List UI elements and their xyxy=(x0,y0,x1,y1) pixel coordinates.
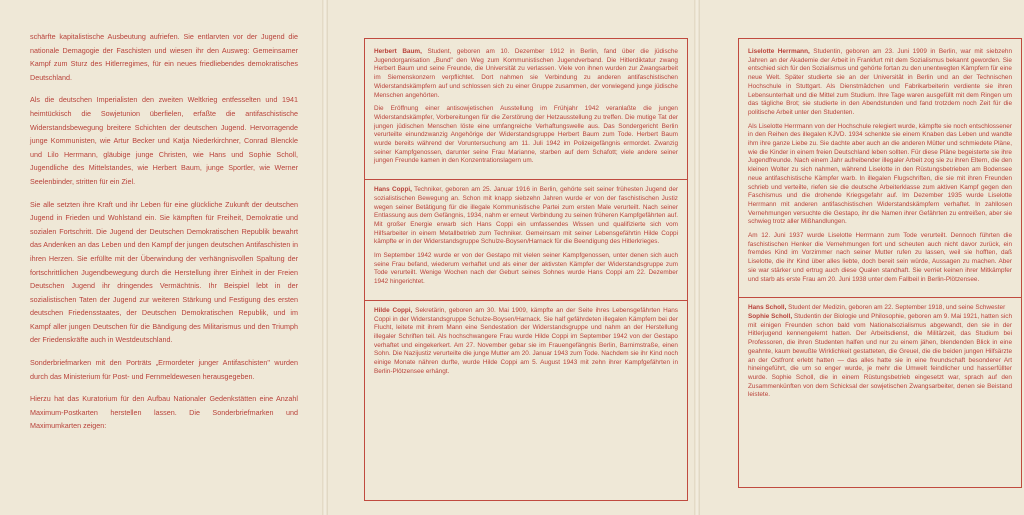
bio-hans-coppi-text: Im September 1942 wurde er von der Gestapo mit vielen seiner Kampfgenossen, unter denen sich auch seine Frau befand, wiederum verhaftet und als einer der aktivsten Kämpfer der Widerstandsgruppe zum Tode verurteilt. Wenige Wochen nach der Geburt seines Sohnes wurde Hans Coppi am 22. Dezember 1942 hingerichtet. xyxy=(374,252,678,286)
bio-name: Hans Scholl, xyxy=(748,304,787,312)
bio-sophie-scholl: Sophie Scholl, Studentin der Biologie und Philosophie, geboren am 9. Mai 1921, hatten sich mit einigen Freunden schon bald vom Nationalsozialismus abgewandt, den sie in der Hitlerjugend kennengelernt hatten. Der Arbeitsdienst, die Militärzeit, das Studium bei Professoren, die ihren Studenten halfen und nur zu einem jähen, blendenden Blick in eine geahnte, kaum bewußte Wirklichkeit gestatteten, die Greuel, die die beiden jungen Hilfsärzte an der Ostfront erlebt hatten — das alles hatte sie in eine freundschaft besonderer Art hineingeführt, die um so enger wurde, je mehr die Umwelt feindlicher und hasserfüllter wurde. Sophie Scholl, die in einem Rüstungsbetrieb eingesetzt war, sprach auf den Zusammenkünften von dem Schicksal der sowjetischen Zwangsarbeiter, denen sie Beistand leistete. xyxy=(748,312,1012,399)
divider xyxy=(365,179,687,180)
bio-name: Hans Coppi, xyxy=(374,186,412,194)
intro-paragraph: Hierzu hat das Kuratorium für den Aufbau Nationaler Gedenkstätten eine Anzahl Maximum-Postkarten herstellen lassen. Die Sonderbriefmarken und Maximumkarten zeigen: xyxy=(30,394,298,431)
divider xyxy=(365,300,687,301)
intro-paragraph: schärfte kapitalistische Ausbeutung aufriefen. Sie entlarvten vor der Jugend die nationale Demagogie der Faschisten und wiesen ihr den Ausweg: Gemeinsamer Kampf zum Sturz des Hitlerregimes, für ein neues friedliebendes demokratisches Deutschland. xyxy=(30,32,298,82)
panel-right xyxy=(700,0,1024,515)
intro-paragraph: Sie alle setzten ihre Kraft und ihr Leben für eine glückliche Zukunft der deutschen Jugend in Frieden und Wohlstand ein. Sie kämpften für Freiheit, Demokratie und sozialen Fortschritt. Die Jugend der Deutschen Demokratischen Republik bewahrt das Andenken an das Leben und den Kampf der jungen deutschen Antifaschisten in ihren Herzen. Sie erfüllte mit der Überwindung der verhängnisvollen Spaltung der fortschrittlichen Jugendbewegung durch die Herstellung ihrer Einheit in der Freien Deutschen Jugend ihr dringendes Vermächtnis. Ihr Beispiel lebt in der sozialistischen Taten der Jugend zur weiteren Stärkung und Festigung des ersten deutschen Friedensstaates, der Deutschen Demokratischen Republik, und im Kampf aller jungen Deutschen für die Bändigung des Militarismus und den Triumph der Friedenskräfte auch in Westdeutschland. xyxy=(30,199,298,345)
panel-left xyxy=(0,0,322,515)
bio-hans-coppi-intro: Hans Coppi, Techniker, geboren am 25. Januar 1916 in Berlin, gehörte seit seiner frühesten Jugend der sozialistischen Bewegung an. Schon mit knapp siebzehn Jahren wurde er von der faschistischen Justiz wegen seiner Betätigung für die illegale Kommunistische Partei zum ersten Male verurteilt. Nach seiner Entlassung aus dem Gefängnis, 1934, nahm er erneut Verbindung zu seinen früheren Kampfgefährten auf. Mit großer Energie erwarb sich Hans Coppi ein umfassendes Wissen und qualifizierte sich vom Hilfsarbeiter in einem Metallbetrieb zum Techniker. Gemeinsam mit seiner Lebensgefährtin Hilde Coppi kämpfte er in der Widerstandsgruppe Schulze-Boysen/Harnack für die Beendigung des Hitlerkrieges. xyxy=(374,186,679,246)
biography-frame xyxy=(738,38,1022,488)
bio-name: Liselotte Herrmann, xyxy=(748,48,810,55)
bio-name: Herbert Baum, xyxy=(374,48,422,55)
biography-frame xyxy=(364,38,688,501)
bio-herrmann-end: Am 12. Juni 1937 wurde Liselotte Herrmann zum Tode verurteilt. Dennoch führten die faschistischen Henker die Vernehmungen fort und scheuten auch nicht davor zurück, ein fremdes Kind im Vorzimmer nach seiner Mutter rufen zu lassen, weil sie hofften, daß Liselotte, die ihr Kind über alles liebte, doch bereit sein würde, Aussagen zu machen. Aber sie war stärker und ertrug auch diese Qualen standhaft. Sie verriet keinen ihrer Mitkämpfer und starb als erste Frau am 20. Juni 1938 unter dem Fallbeil in Berlin-Plötzensee. xyxy=(748,232,1012,283)
bio-name: Sophie Scholl, xyxy=(748,312,793,320)
intro-paragraph: Als die deutschen Imperialisten den zweiten Weltkrieg entfesselten und 1941 heimtückisch die Sowjetunion überfielen, erfaßte die antifaschistische Widerstandsbewegung breitere Schichten der deutschen Jugend. Hervorragende junge Kommunisten, wie Artur Becker und Katja Niederkirchner, Conrad Blenckle und Lilo Herrmann, gläubige junge Christen, wie Hans und Sophie Scholl, Jugendliche des Mittelstandes, wie Herbert Baum, junge Sportler, wie Werner Seelenbinder, stritten für ein Ziel. xyxy=(30,95,298,186)
bio-name: Hilde Coppi, xyxy=(374,306,413,314)
intro-paragraph: Sonderbriefmarken mit den Porträts „Ermordeter junger Antifaschisten" wurden durch das Ministerium für Post- und Fernmeldewesen herausgegeben. xyxy=(30,358,298,381)
divider xyxy=(739,297,1021,298)
bio-hans-scholl: Hans Scholl, Student der Medizin, geboren am 22. September 1918, und seine Schwester xyxy=(748,304,1006,312)
panel-middle xyxy=(328,0,694,515)
bio-baum-text: Die Eröffnung einer antisowjetischen Ausstellung im Frühjahr 1942 veranlaßte die jungen Widerstandskämpfer, Vorbereitungen für die Zerstörung der Hetzausstellung zu treffen. Die mutige Tat der jungen jüdischen Menschen löste eine umfangreiche Verhaftungswelle aus. Das Sondergericht Berlin verurteilte einundzwanzig Angehörige der Widerstandsgruppe Herbert Baum zum Tode. Herbert Baum wurde bereits während der Voruntersuchung am 11. Juli 1942 im Polizeigefängnis ermordet. Zwanzig seiner Kampfgenossen, darunter seine Frau Marianne, starben auf dem Schafott; viele andere seiner jungen Freunde kamen in den Konzentrationslagern um. xyxy=(374,105,678,165)
bio-baum-intro: Herbert Baum, Student, geboren am 10. Dezember 1912 in Berlin, fand über die jüdische Jugendorganisation „Bund" den Weg zum Kommunistischen Jugendverband. Die Hitlerdiktatur zwang Herbert Baum und seine Freunde, die Universität zu verlassen. Viele von ihnen wurden zur Zwangsarbeit im Siemenskonzern verpflichtet. Dort nahmen sie Verbindung zu anderen antifaschistischen Widerstandskämpfern auf und schlossen sich zu einer Gruppe zusammen, der vorwiegend junge jüdische Menschen angehörten. xyxy=(374,48,678,99)
bio-hilde-coppi: Hilde Coppi, Sekretärin, geboren am 30. Mai 1909, kämpfte an der Seite ihres Lebensgefährten Hans Coppi in der Widerstandsgruppe Schulze-Boysen/Harnack. Sie half gefährdeten illegalen Kämpfern bei der Flucht, leitete mit ihrem Mann eine Sendestation der Widerstandsgruppe und nahm an der Herstellung illegaler Schriften teil. Als hochschwangere Frau wurde Hilde Coppi im September 1942 von der Gestapo verhaftet und eingekerkert. Am 27. November gebar sie im Frauengefängnis Berlin, Barnimstraße, einen Sohn. Die Nazijustiz verurteilte die junge Mutter am 20. Januar 1943 zum Tode. Nachdem sie ihr Kind noch einige Monate nähren durfte, wurde Hilde Coppi am 5. August 1943 mit zehn ihrer Kampfgefährten in Berlin-Plötzensee erhängt. xyxy=(374,306,678,375)
intro-text xyxy=(30,30,298,442)
bio-herrmann-intro: Liselotte Herrmann, Studentin, geboren am 23. Juni 1909 in Berlin, war mit siebzehn Jahren an der Akademie der Arbeit in Frankfurt mit dem Sozialismus bekannt geworden. Sie entschied sich für den Sozialismus und gehörte fortan zu den unentwegten Kämpfern für eine neue Welt. Später studierte sie an der Universität in Berlin und an der Technischen Hochschule in Stuttgart. Als Dienstmädchen und Fabrikarbeiterin verdiente sie ihren Lebensunterhalt und die Mittel zum Studium. Ihre Tage waren ausgefüllt mit dem Ringen um das tägliche Brot; sie studierte in den Abendstunden und fand trotzdem noch Zeit für die politische Arbeit unter den Studenten. xyxy=(748,48,1013,116)
bio-herrmann-text: Als Liselotte Herrmann von der Hochschule relegiert wurde, kämpfte sie noch entschlossener in den Reihen des illegalen KJVD. 1934 schenkte sie einem Knaben das Leben und wandte ihm ihre ganze Liebe zu. Sie dachte aber auch an die anderen Mütter und schmiedete Pläne, wie die Kinder in einem freien Deutschland leben sollten. Für diese Pläne begeisterte sie ihre Jugendfreunde. Nach einem Jahr aufreibender illegaler Arbeit zog sie zu ihren Eltern, die den kleinen Wolter zu sich nahmen, während Liselotte in den Rüstungsbetrieben am Bodensee neue antifaschistische Kämpfer warb. In illegalen Flugschriften, die sie mit ihren Freunden schrieb und verteilte, riefen sie die deutsche Arbeiterklasse zum aktiven Kampf gegen den Faschismus und die drohende Kriegsgefahr auf. Im Dezember 1935 wurde Liselotte Herrmann mit anderen antifaschistischen Widerstandskämpfern verhaftet. In zahllosen Vernehmungen versuchte die Gestapo, ihr die Namen ihrer Gefährten zu entreißen, aber sie schwieg trotz aller Mißhandlungen. xyxy=(748,122,1012,226)
